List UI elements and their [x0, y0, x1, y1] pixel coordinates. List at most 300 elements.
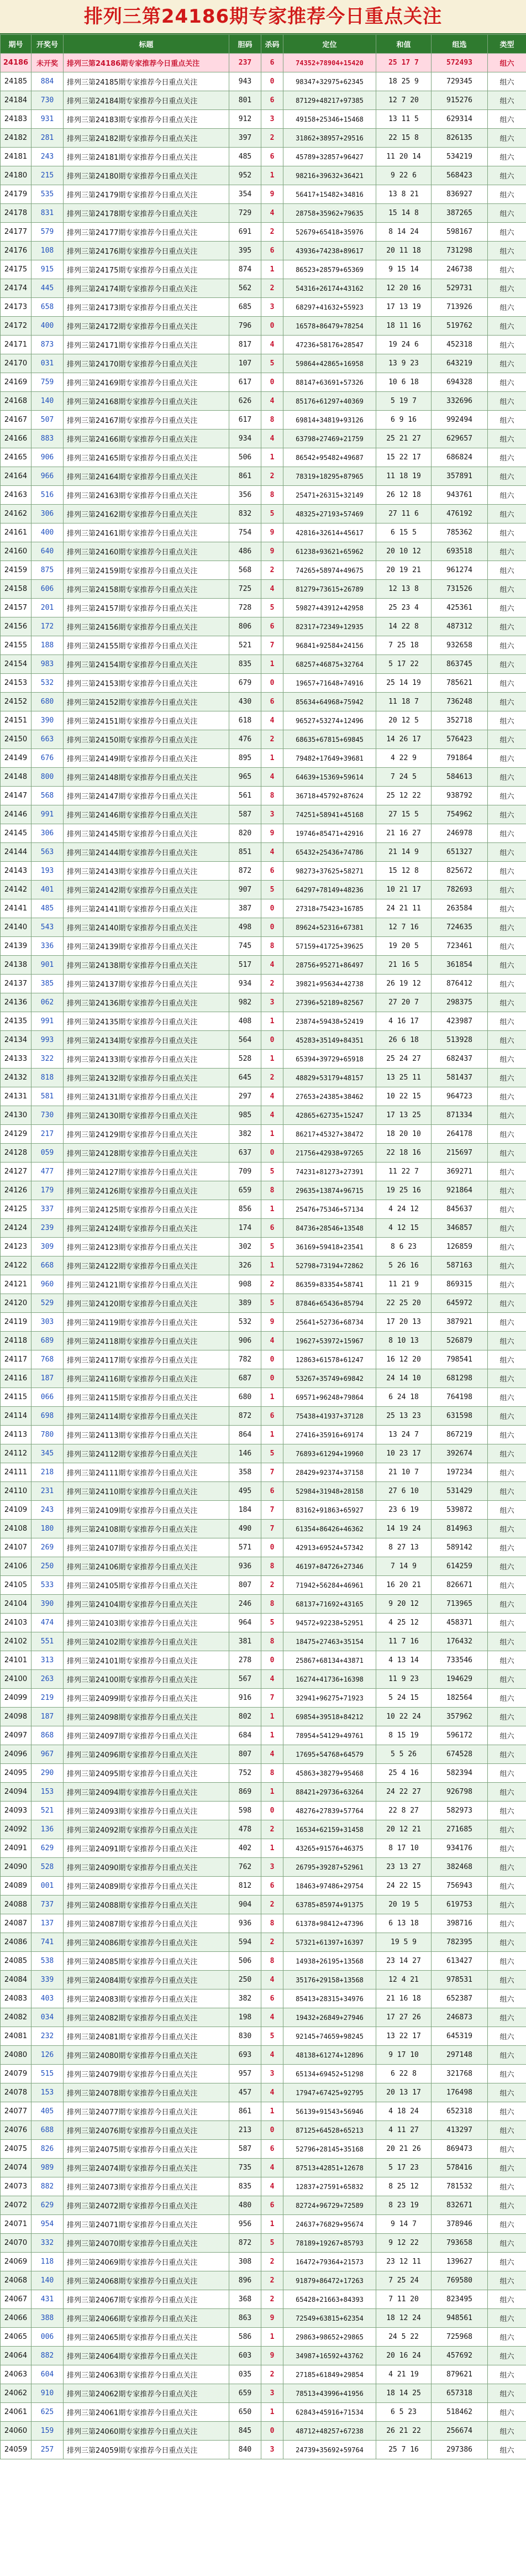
title-link[interactable]: 排列三第24071期专家推荐今日重点关注 — [64, 2215, 229, 2234]
ding-cell: 87129+48217+97385 — [283, 91, 376, 110]
title-link[interactable]: 排列三第24146期专家推荐今日重点关注 — [64, 805, 229, 824]
table-row[interactable] — [1, 918, 526, 937]
title-link[interactable]: 排列三第24095期专家推荐今日重点关注 — [64, 1764, 229, 1783]
title-link[interactable]: 排列三第24178期专家推荐今日重点关注 — [64, 204, 229, 223]
title-link[interactable]: 排列三第24145期专家推荐今日重点关注 — [64, 824, 229, 843]
table-row[interactable] — [1, 2008, 526, 2027]
kill-cell: 8 — [261, 1557, 283, 1576]
table-row[interactable] — [1, 542, 526, 561]
title-link[interactable]: 排列三第24081期专家推荐今日重点关注 — [64, 2027, 229, 2046]
title-link[interactable]: 排列三第24100期专家推荐今日重点关注 — [64, 1670, 229, 1689]
type-cell: 组六 — [488, 1426, 526, 1444]
table-row[interactable] — [1, 1275, 526, 1294]
title-link[interactable]: 排列三第24184期专家推荐今日重点关注 — [64, 91, 229, 110]
title-link[interactable]: 排列三第24082期专家推荐今日重点关注 — [64, 2008, 229, 2027]
table-row[interactable] — [1, 392, 526, 411]
title-link[interactable]: 排列三第24157期专家推荐今日重点关注 — [64, 599, 229, 617]
table-row[interactable] — [1, 1520, 526, 1538]
ding-cell: 61378+98412+47396 — [283, 1914, 376, 1933]
table-row[interactable] — [1, 1388, 526, 1407]
table-row[interactable] — [1, 430, 526, 448]
title-link[interactable]: 排列三第24070期专家推荐今日重点关注 — [64, 2234, 229, 2253]
title-link[interactable]: 排列三第24066期专家推荐今日重点关注 — [64, 2309, 229, 2328]
title-link[interactable]: 排列三第24073期专家推荐今日重点关注 — [64, 2177, 229, 2196]
table-row[interactable] — [1, 486, 526, 505]
sum-cell: 4 16 17 — [376, 1012, 432, 1031]
title-link[interactable]: 排列三第24113期专家推荐今日重点关注 — [64, 1426, 229, 1444]
title-link[interactable]: 排列三第24105期专家推荐今日重点关注 — [64, 1576, 229, 1595]
table-row[interactable] — [1, 1144, 526, 1163]
title-link[interactable]: 排列三第24186期专家推荐今日重点关注 — [64, 54, 229, 72]
table-row[interactable] — [1, 2215, 526, 2234]
title-link[interactable]: 排列三第24175期专家推荐今日重点关注 — [64, 260, 229, 279]
table-row[interactable] — [1, 2271, 526, 2290]
table-row[interactable] — [1, 185, 526, 204]
kill-cell: 4 — [261, 336, 283, 354]
title-link[interactable]: 排列三第24152期专家推荐今日重点关注 — [64, 693, 229, 711]
table-row[interactable] — [1, 242, 526, 260]
period-cell: 24178 — [1, 204, 31, 223]
table-row[interactable] — [1, 1501, 526, 1520]
table-row[interactable] — [1, 711, 526, 730]
table-row[interactable] — [1, 1877, 526, 1896]
title-link[interactable]: 排列三第24116期专家推荐今日重点关注 — [64, 1369, 229, 1388]
table-row[interactable] — [1, 505, 526, 523]
title-link[interactable]: 排列三第24183期专家推荐今日重点关注 — [64, 110, 229, 129]
title-link[interactable]: 排列三第24061期专家推荐今日重点关注 — [64, 2403, 229, 2422]
title-link[interactable]: 排列三第24075期专家推荐今日重点关注 — [64, 2140, 229, 2159]
group-cell: 921864 — [432, 1181, 488, 1200]
table-row[interactable] — [1, 373, 526, 392]
title-link[interactable]: 排列三第24162期专家推荐今日重点关注 — [64, 505, 229, 523]
title-link[interactable]: 排列三第24076期专家推荐今日重点关注 — [64, 2121, 229, 2140]
table-row[interactable] — [1, 1069, 526, 1087]
title-link[interactable]: 排列三第24109期专家推荐今日重点关注 — [64, 1501, 229, 1520]
title-link[interactable]: 排列三第24104期专家推荐今日重点关注 — [64, 1595, 229, 1614]
table-row[interactable] — [1, 1463, 526, 1482]
table-row[interactable] — [1, 1726, 526, 1745]
table-row[interactable] — [1, 2159, 526, 2177]
table-row[interactable] — [1, 1313, 526, 1332]
table-row[interactable] — [1, 2177, 526, 2196]
table-row[interactable] — [1, 580, 526, 599]
title-link[interactable]: 排列三第24084期专家推荐今日重点关注 — [64, 1971, 229, 1989]
table-row[interactable] — [1, 260, 526, 279]
kill-cell: 0 — [261, 918, 283, 937]
title-link[interactable]: 排列三第24143期专家推荐今日重点关注 — [64, 862, 229, 881]
title-link[interactable]: 排列三第24141期专家推荐今日重点关注 — [64, 899, 229, 918]
ding-cell: 52798+73194+72862 — [283, 1256, 376, 1275]
table-row[interactable] — [1, 129, 526, 148]
type-cell: 组六 — [488, 899, 526, 918]
table-row[interactable] — [1, 2046, 526, 2065]
title-link[interactable]: 排列三第24168期专家推荐今日重点关注 — [64, 392, 229, 411]
highlight-row[interactable] — [1, 54, 526, 72]
draw-cell: 532 — [31, 674, 64, 693]
table-row[interactable] — [1, 2328, 526, 2347]
table-row[interactable] — [1, 2027, 526, 2046]
table-row[interactable] — [1, 2083, 526, 2102]
table-row[interactable] — [1, 204, 526, 223]
title-link[interactable]: 排列三第24164期专家推荐今日重点关注 — [64, 467, 229, 486]
table-row[interactable] — [1, 1858, 526, 1877]
table-row[interactable] — [1, 1689, 526, 1708]
title-link[interactable]: 排列三第24106期专家推荐今日重点关注 — [64, 1557, 229, 1576]
table-row[interactable] — [1, 1745, 526, 1764]
title-link[interactable]: 排列三第24174期专家推荐今日重点关注 — [64, 279, 229, 298]
table-row[interactable] — [1, 411, 526, 430]
table-row[interactable] — [1, 448, 526, 467]
title-link[interactable]: 排列三第24099期专家推荐今日重点关注 — [64, 1689, 229, 1708]
table-row[interactable] — [1, 2422, 526, 2441]
title-link[interactable]: 排列三第24101期专家推荐今日重点关注 — [64, 1651, 229, 1670]
title-link[interactable]: 排列三第24129期专家推荐今日重点关注 — [64, 1125, 229, 1144]
table-row[interactable] — [1, 166, 526, 185]
title-link[interactable]: 排列三第24114期专家推荐今日重点关注 — [64, 1407, 229, 1426]
kill-cell: 2 — [261, 129, 283, 148]
title-link[interactable]: 排列三第24166期专家推荐今日重点关注 — [64, 430, 229, 448]
title-link[interactable]: 排列三第24078期专家推荐今日重点关注 — [64, 2083, 229, 2102]
table-row[interactable] — [1, 2309, 526, 2328]
kill-cell: 9 — [261, 2347, 283, 2365]
title-link[interactable]: 排列三第24144期专家推荐今日重点关注 — [64, 843, 229, 862]
table-row[interactable] — [1, 1557, 526, 1576]
title-link[interactable]: 排列三第24102期专家推荐今日重点关注 — [64, 1632, 229, 1651]
table-row[interactable] — [1, 523, 526, 542]
title-link[interactable]: 排列三第24115期专家推荐今日重点关注 — [64, 1388, 229, 1407]
table-row[interactable] — [1, 1802, 526, 1820]
sum-cell: 8 25 12 — [376, 2177, 432, 2196]
title-link[interactable]: 排列三第24091期专家推荐今日重点关注 — [64, 1839, 229, 1858]
table-row[interactable] — [1, 1332, 526, 1350]
title-link[interactable]: 排列三第24126期专家推荐今日重点关注 — [64, 1181, 229, 1200]
title-link[interactable]: 排列三第24111期专家推荐今日重点关注 — [64, 1463, 229, 1482]
title-link[interactable]: 排列三第24103期专家推荐今日重点关注 — [64, 1614, 229, 1632]
table-row[interactable] — [1, 1444, 526, 1463]
table-row[interactable] — [1, 1163, 526, 1181]
table-row[interactable] — [1, 2121, 526, 2140]
title-link[interactable]: 排列三第24133期专家推荐今日重点关注 — [64, 1050, 229, 1069]
table-row[interactable] — [1, 768, 526, 787]
table-row[interactable] — [1, 1050, 526, 1069]
title-link[interactable]: 排列三第24059期专家推荐今日重点关注 — [64, 2441, 229, 2459]
title-link[interactable]: 排列三第24086期专家推荐今日重点关注 — [64, 1933, 229, 1952]
table-row[interactable] — [1, 655, 526, 674]
table-row[interactable] — [1, 1670, 526, 1689]
title-link[interactable]: 排列三第24072期专家推荐今日重点关注 — [64, 2196, 229, 2215]
ding-cell: 88421+29736+63264 — [283, 1783, 376, 1802]
title-link[interactable]: 排列三第24064期专家推荐今日重点关注 — [64, 2347, 229, 2365]
table-row[interactable] — [1, 1012, 526, 1031]
table-row[interactable] — [1, 298, 526, 317]
title-link[interactable]: 排列三第24169期专家推荐今日重点关注 — [64, 373, 229, 392]
table-row[interactable] — [1, 1426, 526, 1444]
title-link[interactable]: 排列三第24087期专家推荐今日重点关注 — [64, 1914, 229, 1933]
table-row[interactable] — [1, 899, 526, 918]
title-link[interactable]: 排列三第24177期专家推荐今日重点关注 — [64, 223, 229, 242]
title-link[interactable]: 排列三第24148期专家推荐今日重点关注 — [64, 768, 229, 787]
title-link[interactable]: 排列三第24179期专家推荐今日重点关注 — [64, 185, 229, 204]
title-link[interactable]: 排列三第24185期专家推荐今日重点关注 — [64, 72, 229, 91]
title-link[interactable]: 排列三第24093期专家推荐今日重点关注 — [64, 1802, 229, 1820]
kill-cell: 1 — [261, 2102, 283, 2121]
title-link[interactable]: 排列三第24060期专家推荐今日重点关注 — [64, 2422, 229, 2441]
table-row[interactable] — [1, 2253, 526, 2271]
table-row[interactable] — [1, 1538, 526, 1557]
title-link[interactable]: 排列三第24137期专家推荐今日重点关注 — [64, 975, 229, 993]
title-link[interactable]: 排列三第24096期专家推荐今日重点关注 — [64, 1745, 229, 1764]
table-row[interactable] — [1, 1181, 526, 1200]
table-row[interactable] — [1, 2441, 526, 2459]
title-link[interactable]: 排列三第24180期专家推荐今日重点关注 — [64, 166, 229, 185]
draw-cell: 658 — [31, 298, 64, 317]
type-cell: 组六 — [488, 91, 526, 110]
title-link[interactable]: 排列三第24122期专家推荐今日重点关注 — [64, 1256, 229, 1275]
table-row[interactable] — [1, 561, 526, 580]
table-row[interactable] — [1, 1294, 526, 1313]
table-row[interactable] — [1, 1839, 526, 1858]
table-row[interactable] — [1, 2347, 526, 2365]
title-link[interactable]: 排列三第24156期专家推荐今日重点关注 — [64, 617, 229, 636]
table-row[interactable] — [1, 975, 526, 993]
dan-cell: 617 — [229, 411, 261, 430]
type-cell: 组六 — [488, 1877, 526, 1896]
table-row[interactable] — [1, 1952, 526, 1971]
title-link[interactable]: 排列三第24140期专家推荐今日重点关注 — [64, 918, 229, 937]
title-link[interactable]: 排列三第24139期专家推荐今日重点关注 — [64, 937, 229, 956]
title-link[interactable]: 排列三第24147期专家推荐今日重点关注 — [64, 787, 229, 805]
table-row[interactable] — [1, 1031, 526, 1050]
title-link[interactable]: 排列三第24092期专家推荐今日重点关注 — [64, 1820, 229, 1839]
table-row[interactable] — [1, 1820, 526, 1839]
title-link[interactable]: 排列三第24131期专家推荐今日重点关注 — [64, 1087, 229, 1106]
table-row[interactable] — [1, 617, 526, 636]
dan-cell: 745 — [229, 937, 261, 956]
dan-cell: 906 — [229, 1332, 261, 1350]
table-row[interactable] — [1, 1651, 526, 1670]
dan-cell: 564 — [229, 1031, 261, 1050]
table-row[interactable] — [1, 1200, 526, 1219]
table-row[interactable] — [1, 1238, 526, 1256]
period-cell: 24117 — [1, 1350, 31, 1369]
title-link[interactable]: 排列三第24121期专家推荐今日重点关注 — [64, 1275, 229, 1294]
table-row[interactable] — [1, 1407, 526, 1426]
dan-cell: 506 — [229, 1952, 261, 1971]
title-link[interactable]: 排列三第24085期专家推荐今日重点关注 — [64, 1952, 229, 1971]
table-row[interactable] — [1, 336, 526, 354]
title-link[interactable]: 排列三第24155期专家推荐今日重点关注 — [64, 636, 229, 655]
title-link[interactable]: 排列三第24110期专家推荐今日重点关注 — [64, 1482, 229, 1501]
table-row[interactable] — [1, 805, 526, 824]
table-row[interactable] — [1, 1256, 526, 1275]
draw-cell: 901 — [31, 956, 64, 975]
title-link[interactable]: 排列三第24067期专家推荐今日重点关注 — [64, 2290, 229, 2309]
title-link[interactable]: 排列三第24138期专家推荐今日重点关注 — [64, 956, 229, 975]
title-link[interactable]: 排列三第24173期专家推荐今日重点关注 — [64, 298, 229, 317]
title-link[interactable]: 排列三第24062期专家推荐今日重点关注 — [64, 2384, 229, 2403]
table-row[interactable] — [1, 2102, 526, 2121]
title-link[interactable]: 排列三第24171期专家推荐今日重点关注 — [64, 336, 229, 354]
table-row[interactable] — [1, 1914, 526, 1933]
table-row[interactable] — [1, 1576, 526, 1595]
table-row[interactable] — [1, 1971, 526, 1989]
sum-cell: 4 22 9 — [376, 749, 432, 768]
title-link[interactable]: 排列三第24160期专家推荐今日重点关注 — [64, 542, 229, 561]
table-row[interactable] — [1, 843, 526, 862]
ding-cell: 29635+13874+96715 — [283, 1181, 376, 1200]
title-link[interactable]: 排列三第24135期专家推荐今日重点关注 — [64, 1012, 229, 1031]
ding-cell: 48138+61274+12896 — [283, 2046, 376, 2065]
table-row[interactable] — [1, 148, 526, 166]
title-link[interactable]: 排列三第24065期专家推荐今日重点关注 — [64, 2328, 229, 2347]
title-link[interactable]: 排列三第24079期专家推荐今日重点关注 — [64, 2065, 229, 2083]
table-row[interactable] — [1, 2140, 526, 2159]
table-row[interactable] — [1, 72, 526, 91]
title-link[interactable]: 排列三第24153期专家推荐今日重点关注 — [64, 674, 229, 693]
title-link[interactable]: 排列三第24123期专家推荐今日重点关注 — [64, 1238, 229, 1256]
table-row[interactable] — [1, 1482, 526, 1501]
draw-cell: 676 — [31, 749, 64, 768]
table-row[interactable] — [1, 2290, 526, 2309]
table-row[interactable] — [1, 2384, 526, 2403]
table-row[interactable] — [1, 2403, 526, 2422]
title-link[interactable]: 排列三第24119期专家推荐今日重点关注 — [64, 1313, 229, 1332]
table-row[interactable] — [1, 937, 526, 956]
table-row[interactable] — [1, 354, 526, 373]
title-link[interactable]: 排列三第24130期专家推荐今日重点关注 — [64, 1106, 229, 1125]
table-row[interactable] — [1, 1087, 526, 1106]
table-row[interactable] — [1, 2065, 526, 2083]
title-link[interactable]: 排列三第24068期专家推荐今日重点关注 — [64, 2271, 229, 2290]
dan-cell: 297 — [229, 1087, 261, 1106]
kill-cell: 6 — [261, 693, 283, 711]
draw-cell: 967 — [31, 1745, 64, 1764]
title-link[interactable]: 排列三第24150期专家推荐今日重点关注 — [64, 730, 229, 749]
title-link[interactable]: 排列三第24149期专家推荐今日重点关注 — [64, 749, 229, 768]
table-row[interactable] — [1, 1614, 526, 1632]
title-link[interactable]: 排列三第24063期专家推荐今日重点关注 — [64, 2365, 229, 2384]
title-link[interactable]: 排列三第24120期专家推荐今日重点关注 — [64, 1294, 229, 1313]
table-row[interactable] — [1, 787, 526, 805]
kill-cell: 4 — [261, 430, 283, 448]
type-cell: 组六 — [488, 2384, 526, 2403]
table-row[interactable] — [1, 1350, 526, 1369]
table-row[interactable] — [1, 730, 526, 749]
sum-cell: 10 22 15 — [376, 1087, 432, 1106]
table-row[interactable] — [1, 467, 526, 486]
title-link[interactable]: 排列三第24134期专家推荐今日重点关注 — [64, 1031, 229, 1050]
title-link[interactable]: 排列三第24117期专家推荐今日重点关注 — [64, 1350, 229, 1369]
table-row[interactable] — [1, 91, 526, 110]
title-link[interactable]: 排列三第24132期专家推荐今日重点关注 — [64, 1069, 229, 1087]
title-link[interactable]: 排列三第24112期专家推荐今日重点关注 — [64, 1444, 229, 1463]
title-link[interactable]: 排列三第24083期专家推荐今日重点关注 — [64, 1989, 229, 2008]
table-row[interactable] — [1, 1764, 526, 1783]
title-link[interactable]: 排列三第24089期专家推荐今日重点关注 — [64, 1877, 229, 1896]
table-row[interactable] — [1, 993, 526, 1012]
dan-cell: 478 — [229, 1820, 261, 1839]
title-link[interactable]: 排列三第24127期专家推荐今日重点关注 — [64, 1163, 229, 1181]
title-link[interactable]: 排列三第24154期专家推荐今日重点关注 — [64, 655, 229, 674]
type-cell: 组六 — [488, 2065, 526, 2083]
table-row[interactable] — [1, 1783, 526, 1802]
title-link[interactable]: 排列三第24128期专家推荐今日重点关注 — [64, 1144, 229, 1163]
dan-cell: 952 — [229, 166, 261, 185]
table-row[interactable] — [1, 956, 526, 975]
table-row[interactable] — [1, 1933, 526, 1952]
period-cell: 24080 — [1, 2046, 31, 2065]
table-row[interactable] — [1, 599, 526, 617]
table-row[interactable] — [1, 693, 526, 711]
table-row[interactable] — [1, 1106, 526, 1125]
table-row[interactable] — [1, 1595, 526, 1614]
table-row[interactable] — [1, 1989, 526, 2008]
title-link[interactable]: 排列三第24080期专家推荐今日重点关注 — [64, 2046, 229, 2065]
title-link[interactable]: 排列三第24165期专家推荐今日重点关注 — [64, 448, 229, 467]
table-row[interactable] — [1, 1125, 526, 1144]
draw-cell: 339 — [31, 1971, 64, 1989]
title-link[interactable]: 排列三第24161期专家推荐今日重点关注 — [64, 523, 229, 542]
table-row[interactable] — [1, 2234, 526, 2253]
title-link[interactable]: 排列三第24097期专家推荐今日重点关注 — [64, 1726, 229, 1745]
kill-cell: 6 — [261, 1219, 283, 1238]
table-row[interactable] — [1, 636, 526, 655]
table-row[interactable] — [1, 1708, 526, 1726]
table-row[interactable] — [1, 279, 526, 298]
table-row[interactable] — [1, 749, 526, 768]
table-row[interactable] — [1, 881, 526, 899]
table-row[interactable] — [1, 1219, 526, 1238]
title-link[interactable]: 排列三第24170期专家推荐今日重点关注 — [64, 354, 229, 373]
title-link[interactable]: 排列三第24167期专家推荐今日重点关注 — [64, 411, 229, 430]
table-row[interactable] — [1, 824, 526, 843]
title-link[interactable]: 排列三第24125期专家推荐今日重点关注 — [64, 1200, 229, 1219]
table-row[interactable] — [1, 223, 526, 242]
table-row[interactable] — [1, 1632, 526, 1651]
title-link[interactable]: 排列三第24088期专家推荐今日重点关注 — [64, 1896, 229, 1914]
title-link[interactable]: 排列三第24142期专家推荐今日重点关注 — [64, 881, 229, 899]
table-row[interactable] — [1, 2365, 526, 2384]
title-link[interactable]: 排列三第24098期专家推荐今日重点关注 — [64, 1708, 229, 1726]
title-link[interactable]: 排列三第24094期专家推荐今日重点关注 — [64, 1783, 229, 1802]
title-link[interactable]: 排列三第24163期专家推荐今日重点关注 — [64, 486, 229, 505]
title-link[interactable]: 排列三第24172期专家推荐今日重点关注 — [64, 317, 229, 336]
table-row[interactable] — [1, 1369, 526, 1388]
table-row[interactable] — [1, 110, 526, 129]
title-link[interactable]: 排列三第24136期专家推荐今日重点关注 — [64, 993, 229, 1012]
title-link[interactable]: 排列三第24107期专家推荐今日重点关注 — [64, 1538, 229, 1557]
table-row[interactable] — [1, 2196, 526, 2215]
title-link[interactable]: 排列三第24077期专家推荐今日重点关注 — [64, 2102, 229, 2121]
table-row[interactable] — [1, 674, 526, 693]
title-link[interactable]: 排列三第24151期专家推荐今日重点关注 — [64, 711, 229, 730]
title-link[interactable]: 排列三第24108期专家推荐今日重点关注 — [64, 1520, 229, 1538]
title-link[interactable]: 排列三第24118期专家推荐今日重点关注 — [64, 1332, 229, 1350]
title-link[interactable]: 排列三第24176期专家推荐今日重点关注 — [64, 242, 229, 260]
kill-cell: 3 — [261, 2384, 283, 2403]
table-row[interactable] — [1, 862, 526, 881]
title-link[interactable]: 排列三第24181期专家推荐今日重点关注 — [64, 148, 229, 166]
title-link[interactable]: 排列三第24159期专家推荐今日重点关注 — [64, 561, 229, 580]
title-link[interactable]: 排列三第24182期专家推荐今日重点关注 — [64, 129, 229, 148]
title-link[interactable]: 排列三第24124期专家推荐今日重点关注 — [64, 1219, 229, 1238]
title-link[interactable]: 排列三第24090期专家推荐今日重点关注 — [64, 1858, 229, 1877]
title-link[interactable]: 排列三第24074期专家推荐今日重点关注 — [64, 2159, 229, 2177]
title-link[interactable]: 排列三第24158期专家推荐今日重点关注 — [64, 580, 229, 599]
title-link[interactable]: 排列三第24069期专家推荐今日重点关注 — [64, 2253, 229, 2271]
table-row[interactable] — [1, 317, 526, 336]
table-row[interactable] — [1, 1896, 526, 1914]
